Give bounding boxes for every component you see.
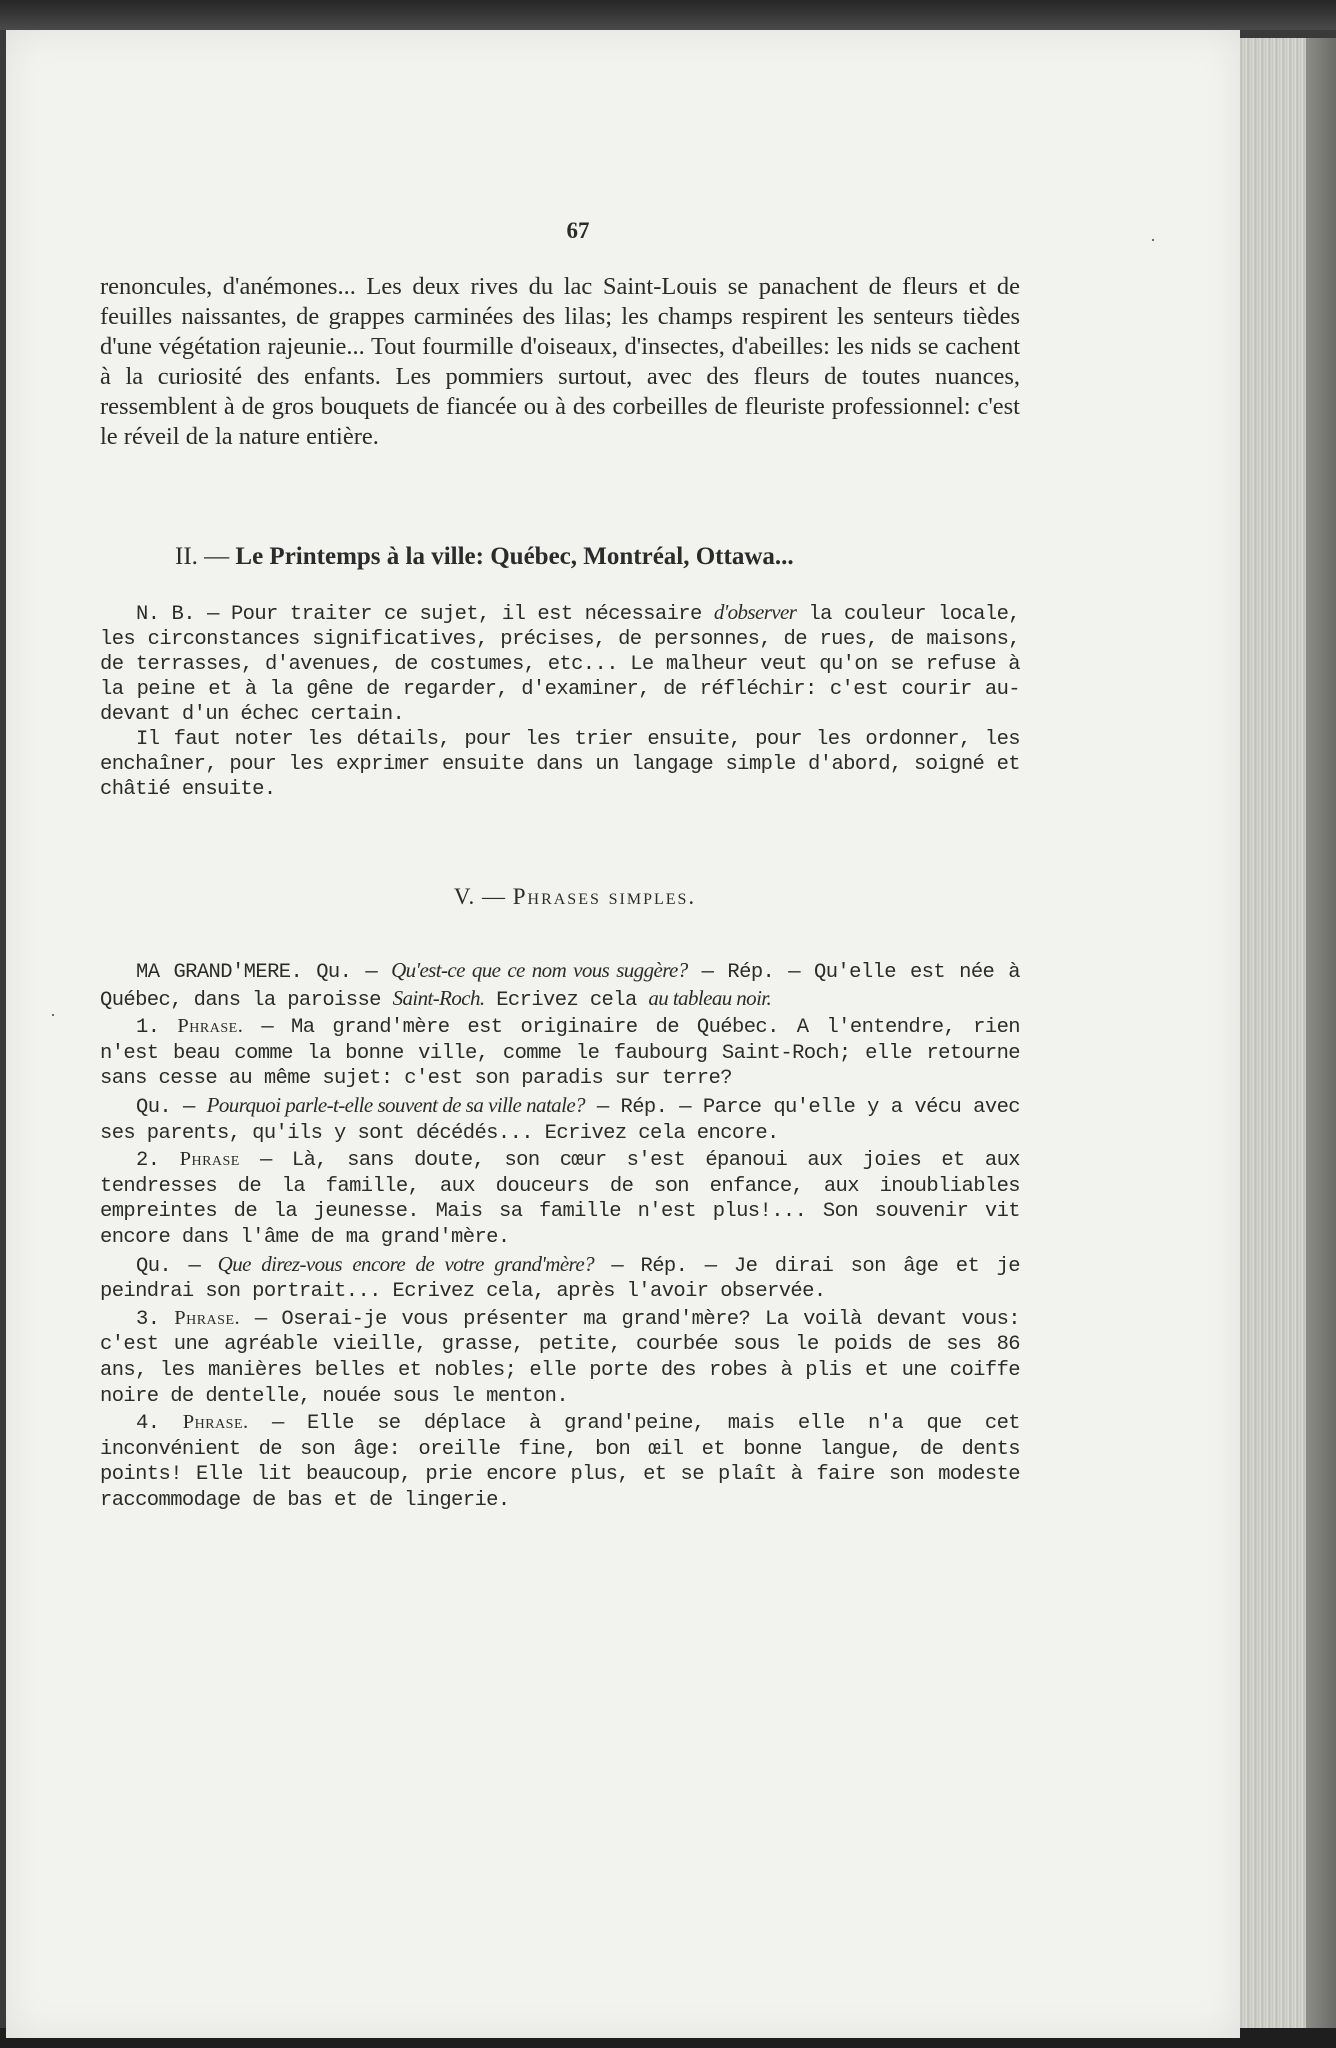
phrase-4: [100, 1410, 1020, 1513]
phrase-label: Phrase.: [174, 1306, 241, 1329]
phrase-number: 4.: [136, 1412, 183, 1436]
phrase-label: Phrase: [179, 1148, 240, 1171]
phrase-text: — Oserai-je vous présenter ma grand'mère? La voilà devant vous: c'est une agréable vieille, grasse, petite, courbée sous le poids de ses 86 ans, les manières belles et nobles; elle porte des robes à plis et une coiffe noire de dentelle, nouée sous le menton.: [100, 1307, 1020, 1408]
section-heading-ii-prefix: II. —: [175, 543, 236, 570]
question-marker: Qu. —: [136, 1095, 207, 1119]
phrase-number: 2.: [136, 1149, 180, 1173]
nota-bene-label: N. B. —: [136, 603, 231, 626]
question-text: Que direz-vous encore de votre grand'mère?: [217, 1251, 594, 1276]
paragraph-spring-countryside: renoncules, d'anémones... Les deux rives du lac Saint-Louis se panachent de fleurs et de feuilles naissantes, de grappes carminées des lilas; les champs respirent les senteurs tièdes d'une végétation rajeunie... Tout fourmille d'oiseaux, d'insectes, d'abeilles: les nids se cachent à la curiosité des enfants. Les pommiers surtout, avec des fleurs de toutes nuances, ressemblent à de gros bouquets de fiancée ou à des corbeilles de fleuriste professionnel: c'est le réveil de la nature entière.: [100, 273, 1020, 450]
nota-bene-block: [100, 600, 1020, 802]
question-text: Qu'est-ce que ce nom vous suggère?: [391, 958, 688, 982]
answer-text: — Rép. — Parce qu'elle y a vécu avec ses parents, qu'ils y sont décédés... Ecrivez cela encore.: [100, 1095, 1020, 1145]
section-heading-ii-title: Le Printemps à la ville: Québec, Montréal, Ottawa...: [235, 543, 794, 570]
place-name: Saint-Roch.: [392, 985, 485, 1010]
instruction-text: Ecrivez cela: [484, 988, 649, 1012]
phrase-text: — Ma grand'mère est originaire de Québec. A l'entendre, rien n'est beau comme la bonne ville, comme le faubourg Saint-Roch; elle retourne sans cesse au même sujet: c'est son paradis sur terre?: [100, 1016, 1020, 1091]
scan-speck: ·: [50, 1005, 56, 1025]
section-heading-ii: [175, 543, 975, 571]
phrase-1: [100, 1014, 1020, 1092]
nota-bene-paragraph: [100, 600, 1020, 727]
phrase-text: — Elle se déplace à grand'peine, mais elle n'a que cet inconvénient de son âge: oreille fine, bon œil et bonne langue, de dents points! Elle lit beaucoup, prie encore plus, et se plaît à faire son modeste raccommodage de bas et de lingerie.: [100, 1412, 1020, 1512]
phrase-number: 1.: [136, 1016, 178, 1040]
exercise-subject: MA GRAND'MERE.: [136, 961, 303, 984]
phrase-2: [100, 1147, 1020, 1250]
phrases-simples-exercise: [100, 958, 1020, 1514]
answer-text: — Rép. — Qu'elle est née à Québec, dans la paroisse: [100, 961, 1020, 1012]
phrase-label: Phrase.: [177, 1015, 244, 1038]
section-heading-v-prefix: V. —: [453, 884, 513, 909]
scan-top-border: [0, 0, 1336, 30]
phrase-number: 3.: [136, 1307, 175, 1331]
page-number: 67: [566, 218, 590, 243]
nota-bene-text: Pour traiter ce sujet, il est nécessaire: [230, 603, 714, 626]
book-page-edges: [1236, 38, 1336, 2028]
question-2: [100, 1093, 1020, 1146]
section-heading-v-title: Phrases simples.: [512, 884, 697, 909]
nota-bene-paragraph-2: Il faut noter les détails, pour les trier ensuite, pour les ordonner, les enchaîner, pour les exprimer ensuite dans un langage simple d'abord, soigné et châtié ensuite.: [100, 728, 1020, 801]
instruction-emphasis: au tableau noir.: [648, 985, 772, 1010]
phrase-text: — Là, sans doute, son cœur s'est épanoui aux joies et aux tendresses de la famille, aux douceurs de son enfance, aux inoubliables empreintes de la jeunesse. Mais sa famille n'est plus!... Son souvenir vit encore dans l'âme de ma grand'mère.: [100, 1149, 1021, 1249]
question-text: Pourquoi parle-t-elle souvent de sa ville natale?: [206, 1092, 585, 1117]
question-3: [100, 1252, 1020, 1305]
phrase-label: Phrase.: [182, 1411, 249, 1434]
phrase-3: [100, 1306, 1020, 1409]
section-heading-v: [350, 884, 800, 910]
exercise-intro: [100, 958, 1020, 1013]
nota-bene-text-continued: la couleur locale, les circonstances significatives, précises, de personnes, de rues, de maisons, de terrasses, d'avenues, de costumes, etc... Le malheur veut qu'on se refuse à la peine et à la gêne de regarder, d'examiner, de réfléchir: c'est courir au-devant d'un échec certain.: [100, 603, 1020, 726]
answer-text: — Rép. — Je dirai son âge et je peindrai son portrait... Ecrivez cela, après l'avoir observée.: [100, 1254, 1020, 1304]
question-marker: Qu. —: [302, 961, 392, 984]
question-marker: Qu. —: [136, 1254, 218, 1278]
scan-speck: ·: [1150, 230, 1156, 250]
nota-bene-emphasis: d'observer: [713, 600, 797, 624]
